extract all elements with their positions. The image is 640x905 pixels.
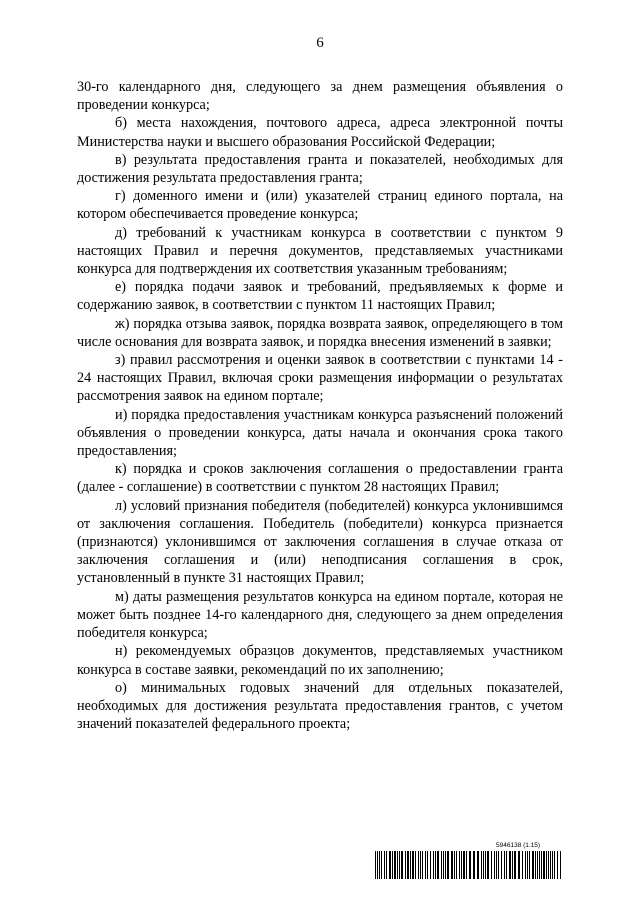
paragraph-g: г) доменного имени и (или) указателей страниц единого портала, на котором обеспечивается проведение конкурса;	[77, 188, 563, 223]
barcode-bar	[463, 851, 465, 879]
barcode-bar	[504, 851, 505, 879]
barcode-bar	[473, 851, 475, 879]
paragraph-b: б) места нахождения, почтового адреса, адреса электронной почты Министерства науки и высшего образования Российской Федерации;	[77, 115, 563, 150]
barcode-bar	[485, 851, 486, 879]
barcode-bar	[437, 851, 439, 879]
barcode-bar	[532, 851, 534, 879]
barcode-bar	[498, 851, 499, 879]
barcode-bar	[420, 851, 421, 879]
barcode-bar	[377, 851, 378, 879]
barcode-bar	[384, 851, 385, 879]
paragraph-l: л) условий признания победителя (победителей) конкурса уклонившимся от заключения соглашения. Победитель (победители) конкурса признается (признаются) уклонившимся от заключения соглашения в случае отказа от заключения соглашения и (или) неподписания соглашения в срок, установленный в пункте 31 настоящих Правил;	[77, 497, 563, 587]
barcode-bar	[481, 851, 482, 879]
barcode-bar	[456, 851, 457, 879]
barcode-bar	[525, 851, 526, 879]
paragraph-m: м) даты размещения результатов конкурса на едином портале, которая не может быть позднее 14-го календарного дня, следующего за днем определения победителя конкурса;	[77, 588, 563, 642]
paragraph-zh: ж) порядка отзыва заявок, порядка возврата заявок, определяющего в том числе основания для возврата заявок, и порядка внесения изменений в заявки;	[77, 315, 563, 350]
barcode-bar	[459, 851, 460, 879]
barcode-bar	[501, 851, 502, 879]
barcode-bar	[496, 851, 497, 879]
document-code: 5946138 (1.15)	[496, 842, 541, 849]
barcode-bar	[407, 851, 409, 879]
barcode-bar	[535, 851, 536, 879]
barcode-bar	[379, 851, 380, 879]
barcode-bar	[401, 851, 403, 879]
barcode-bar	[514, 851, 516, 879]
barcode-bar	[418, 851, 419, 879]
barcode-bar	[512, 851, 513, 879]
barcode-bar	[477, 851, 479, 879]
paragraph-n: н) рекомендуемых образцов документов, представляемых участником конкурса в составе заявки, рекомендаций по их заполнению;	[77, 643, 563, 678]
barcode-bar	[539, 851, 540, 879]
barcode-bar	[386, 851, 387, 879]
barcode-bar	[392, 851, 393, 879]
paragraph-v: в) результата предоставления гранта и показателей, необходимых для достижения результата предоставления гранта;	[77, 151, 563, 187]
barcode-bar	[483, 851, 484, 879]
barcode-bar	[548, 851, 549, 879]
barcode-bar	[412, 851, 414, 879]
paragraph-i: и) порядка предоставления участникам конкурса разъяснений положений объявления о проведении конкурса, даты начала и окончания срока такого предоставления;	[77, 406, 563, 460]
barcode-bar	[518, 851, 520, 879]
barcode-bar	[509, 851, 511, 879]
barcode-bar	[552, 851, 553, 879]
barcode-bar	[427, 851, 428, 879]
barcode-bar	[560, 851, 561, 879]
barcode-bar	[546, 851, 547, 879]
barcode-bar	[466, 851, 467, 879]
barcode-bar	[550, 851, 551, 879]
barcode-bar	[443, 851, 444, 879]
barcode-bar	[454, 851, 455, 879]
barcode-bar	[491, 851, 492, 879]
barcode-bar	[399, 851, 400, 879]
barcode-bar	[557, 851, 558, 879]
barcode-bar	[445, 851, 446, 879]
paragraph-k: к) порядка и сроков заключения соглашения о предоставлении гранта (далее - соглашение) в соответствии с пунктом 28 настоящих Правил;	[77, 461, 563, 496]
barcode	[375, 851, 563, 879]
barcode-bar	[451, 851, 453, 879]
barcode-bar	[381, 851, 382, 879]
document-body	[77, 78, 563, 733]
barcode-bar	[410, 851, 411, 879]
paragraph-d: д) требований к участникам конкурса в соответствии с пунктом 9 настоящих Правил и перечня документов, представляемых участниками конкурса для подтверждения их соответствия указанным требованиям;	[77, 224, 563, 278]
paragraph-e: е) порядка подачи заявок и требований, предъявляемых к форме и содержанию заявок, в соответствии с пунктом 11 настоящих Правил;	[77, 279, 563, 314]
barcode-bar	[529, 851, 530, 879]
barcode-bar	[487, 851, 489, 879]
barcode-bar	[430, 851, 431, 879]
barcode-bar	[389, 851, 391, 879]
barcode-bar	[422, 851, 423, 879]
barcode-bar	[554, 851, 555, 879]
barcode-bar	[425, 851, 426, 879]
barcode-bar	[433, 851, 434, 879]
paragraph-o: о) минимальных годовых значений для отдельных показателей, необходимых для достижения результата предоставления грантов, с учетом значений показателей федерального проекта;	[77, 679, 563, 733]
barcode-bar	[506, 851, 507, 879]
barcode-bar	[543, 851, 545, 879]
barcode-bar	[441, 851, 442, 879]
barcode-bar	[469, 851, 471, 879]
barcode-bar	[375, 851, 376, 879]
barcode-bar	[405, 851, 406, 879]
barcode-bar	[447, 851, 449, 879]
barcode-bar	[435, 851, 436, 879]
page-number: 6	[316, 35, 324, 51]
barcode-bar	[415, 851, 416, 879]
barcode-bar	[541, 851, 542, 879]
barcode-bar	[394, 851, 396, 879]
paragraph-continuation: 30-го календарного дня, следующего за днем размещения объявления о проведении конкурса;	[77, 79, 563, 114]
barcode-bar	[527, 851, 528, 879]
barcode-bar	[461, 851, 462, 879]
barcode-bar	[537, 851, 538, 879]
paragraph-z: з) правил рассмотрения и оценки заявок в соответствии с пунктами 14 - 24 настоящих Правил, включая сроки размещения информации о результатах рассмотрения заявок на едином портале;	[77, 352, 563, 405]
barcode-bar	[522, 851, 523, 879]
barcode-bar	[397, 851, 398, 879]
barcode-bar	[494, 851, 495, 879]
